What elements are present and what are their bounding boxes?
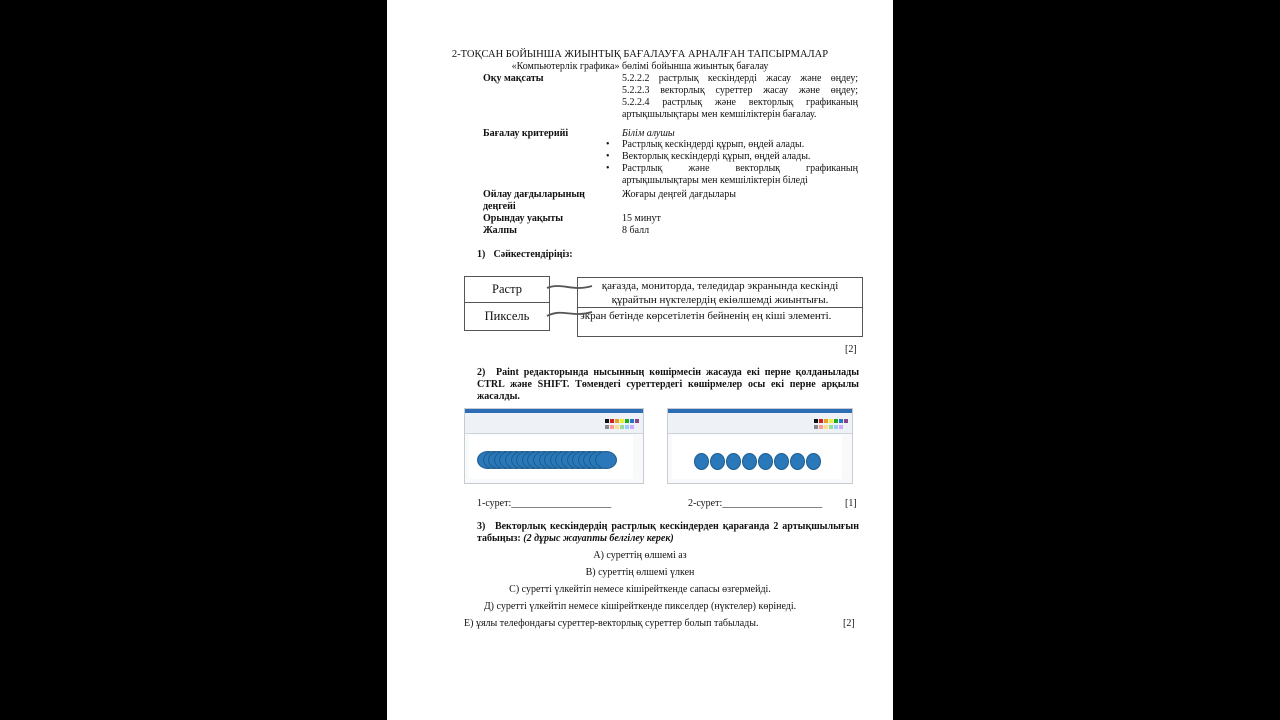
- paint-screenshot-1: [464, 408, 644, 484]
- match-line-1: [547, 286, 592, 288]
- option-e: Е) ұялы телефондағы суреттер-векторлық суреттер болып табылады.: [464, 618, 759, 629]
- time-value: 15 минут: [622, 213, 661, 224]
- question-number: 3): [477, 521, 486, 532]
- ellipse-copy: [694, 453, 709, 470]
- paint-canvas: [672, 435, 842, 479]
- ellipse-copy: [806, 453, 821, 470]
- page-subtitle: «Компьютерлік графика» бөлімі бойынша жиынтық бағалау: [511, 61, 769, 72]
- total-value: 8 балл: [622, 225, 650, 236]
- ellipse-copy: [758, 453, 773, 470]
- question-1: [477, 249, 573, 261]
- time-label: Орындау уақыты: [483, 213, 564, 224]
- paint-ribbon: [668, 413, 852, 434]
- match-line-2: [547, 312, 592, 316]
- question-text: Сәйкестендіріңіз:: [493, 249, 573, 260]
- objective-item: 5.2.2.3 векторлық суреттер жасау және өңдеу;: [622, 85, 858, 96]
- document-page: [387, 0, 893, 720]
- thinking-label: Ойлау дағдыларының деңгейі: [483, 189, 585, 212]
- question-2: [477, 367, 859, 403]
- paint-canvas: [469, 435, 633, 479]
- matching-lines: [537, 278, 607, 322]
- definition-box-1: [577, 277, 863, 308]
- figure-1-label: 1-сурет:____________________: [477, 498, 612, 509]
- question-text: Векторлық кескіндердің растрлық кескіндерден қарағанда 2 артықшылығын табыңыз:: [477, 521, 859, 544]
- question-text: Paint редакторында нысынның көшірмесін жасауда екі перне қолданылады CTRL және SHIFT. Төмендегі суреттердегі көшірмелер осы екі перне арқылы жасалды.: [477, 367, 860, 402]
- option-d: Д) суретті үлкейтіп немесе кішірейткенде пикселдер (нүктелер) көрінеді.: [483, 601, 797, 612]
- ellipse-copy: [774, 453, 789, 470]
- paint-screenshot-2: [667, 408, 853, 484]
- objectives-label: Оқу мақсаты: [483, 73, 544, 84]
- criteria-block: [622, 128, 858, 187]
- objectives-list: [622, 73, 858, 121]
- criteria-item: • Растрлық және векторлық графиканың артықшылықтары мен кемшіліктерін біледі: [606, 163, 858, 187]
- criteria-head: Білім алушы: [622, 128, 675, 139]
- option-c: С) суретті үлкейтіп немесе кішірейткенде сапасы өзгермейді.: [509, 584, 771, 595]
- criteria-item: • Векторлық кескіндерді құрып, өңдей алады.: [606, 151, 858, 163]
- ellipse-copy: [742, 453, 757, 470]
- criteria-item: • Растрлық кескіндерді құрып, өңдей алады.: [606, 139, 858, 151]
- ellipse-copy: [790, 453, 805, 470]
- ellipse-copy: [726, 453, 741, 470]
- option-a: А) суреттің өлшемі аз: [593, 550, 687, 561]
- q1-mark: [2]: [845, 344, 857, 355]
- total-label: Жалпы: [483, 225, 517, 236]
- thinking-value: Жоғары деңгей дағдылары: [622, 189, 736, 200]
- definition-text: экран бетінде көрсетілетін бейненің ең кіші элементі.: [580, 310, 832, 322]
- objective-item: 5.2.2.4 растрлық және векторлық графиканың артықшылықтары мен кемшіліктерін бағалау.: [622, 97, 858, 120]
- term-label: Растр: [492, 282, 522, 296]
- definition-text: қағазда, мониторда, теледидар экранында кескінді құрайтын нүктелердің екіөлшемді жиынтығы.: [601, 280, 839, 306]
- definition-box-2: [577, 307, 863, 337]
- paint-ribbon: [465, 413, 643, 434]
- criteria-label: Бағалау критерийі: [483, 128, 569, 139]
- question-3: [477, 521, 859, 545]
- question-hint: (2 дұрыс жауапты белгілеу керек): [523, 533, 674, 544]
- option-b: В) суреттің өлшемі үлкен: [585, 567, 695, 578]
- ellipse-copy: [710, 453, 725, 470]
- question-number: 2): [477, 367, 486, 378]
- page-title: 2-ТОҚСАН БОЙЫНША ЖИЫНТЫҚ БАҒАЛАУҒА АРНАЛҒАН ТАПСЫРМАЛАР: [451, 49, 829, 60]
- ellipse-copy: [595, 451, 617, 469]
- figure-2-label: 2-сурет:____________________: [688, 498, 823, 509]
- q2-mark: [1]: [845, 498, 857, 509]
- question-number: 1): [477, 249, 486, 260]
- term-label: Пиксель: [484, 309, 530, 323]
- q3-mark: [2]: [843, 618, 855, 629]
- objective-item: 5.2.2.2 растрлық кескіндерді жасау және өңдеу;: [622, 73, 858, 84]
